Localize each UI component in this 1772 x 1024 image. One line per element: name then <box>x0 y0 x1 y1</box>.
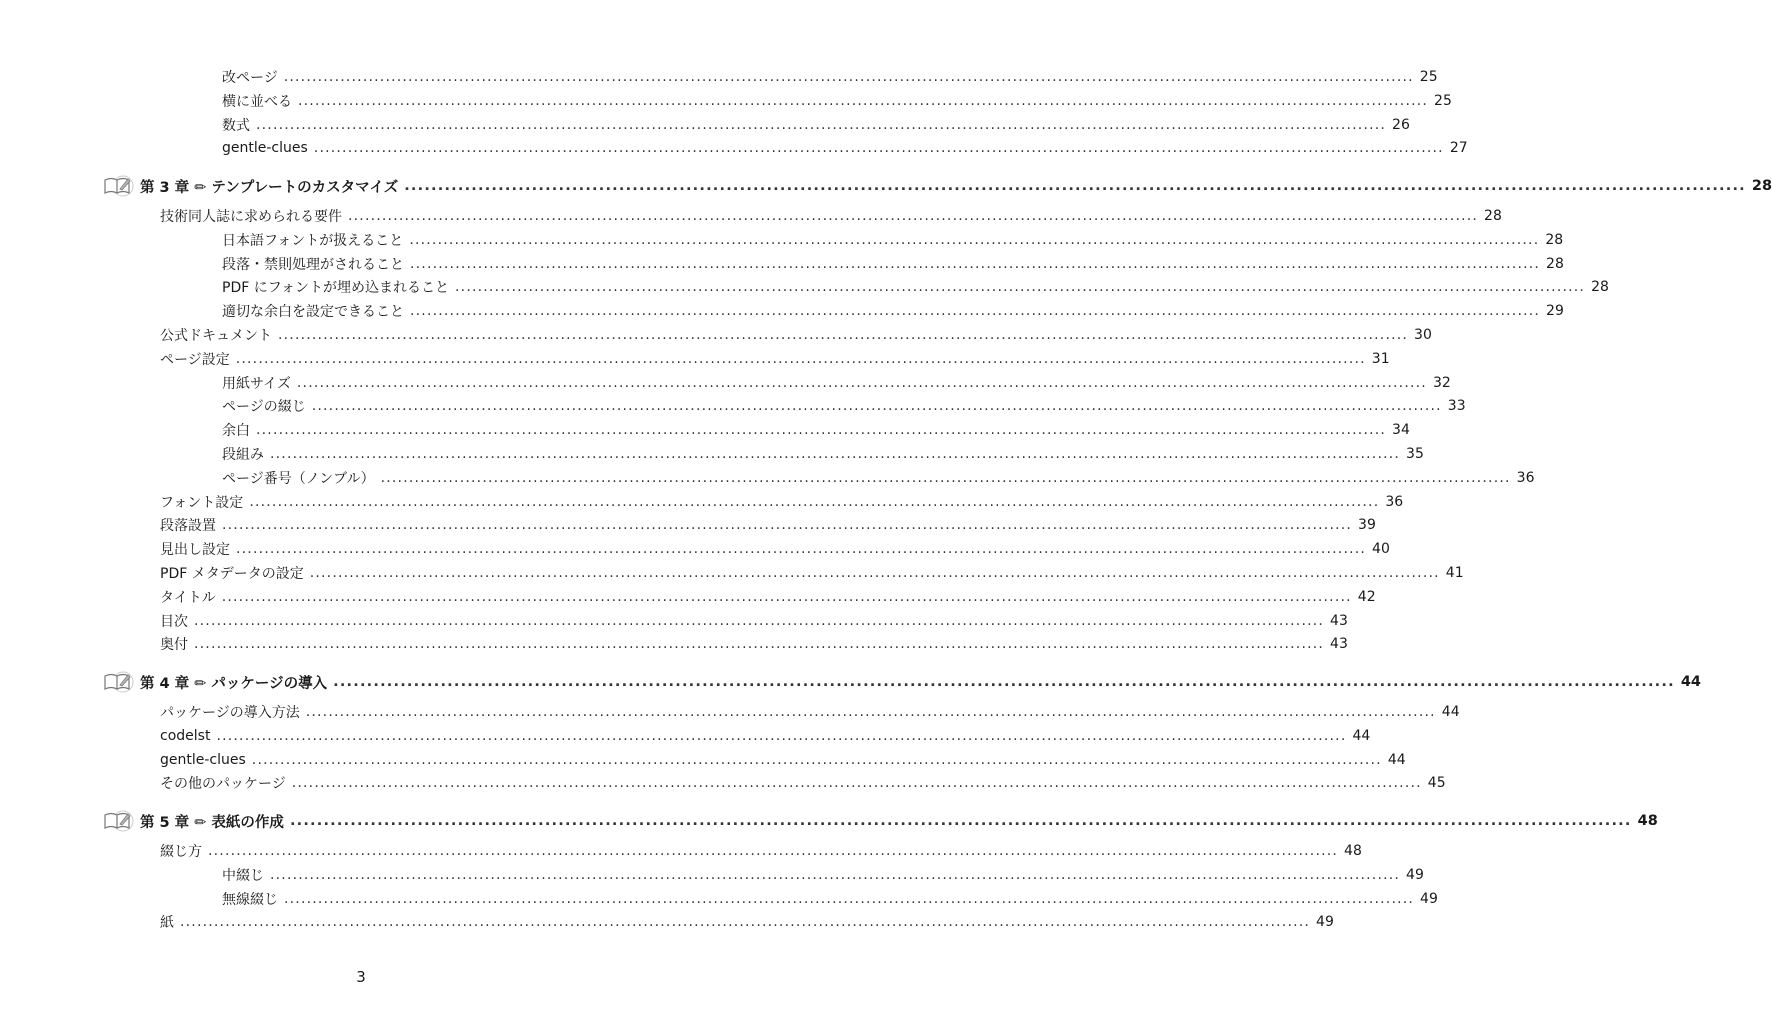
toc-entry-page: 25 <box>1419 69 1438 85</box>
dot-leader: ........................................................................................................................................................................................................ <box>278 327 1409 343</box>
toc-entry-page: 39 <box>1358 517 1376 534</box>
toc-entry-title: 奥付 <box>160 637 188 654</box>
toc-entry-title: フォント設定 <box>160 494 244 511</box>
toc-entry-page: 49 <box>1420 890 1438 907</box>
toc-entry[interactable] <box>222 253 1564 275</box>
toc-entry[interactable] <box>160 538 1390 560</box>
dot-leader: ........................................................................................................................................................................................................ <box>309 565 1440 581</box>
toc-entry-title: 段組み <box>222 447 264 463</box>
dot-leader: ........................................................................................................................................................................................................ <box>180 914 1311 931</box>
toc-entry-title: 用紙サイズ <box>222 375 291 392</box>
toc-entry-title: ページ設定 <box>160 351 230 368</box>
dot-leader: ........................................................................................................................................................................................................ <box>410 255 1541 272</box>
toc-entry-page: 41 <box>1445 565 1464 581</box>
toc-entry-title: 中綴じ <box>222 867 264 884</box>
toc-entry[interactable] <box>160 840 1362 862</box>
dot-leader: ........................................................................................................................................................................................................ <box>305 704 1436 720</box>
toc-entry-page: 28 <box>1545 231 1564 248</box>
toc-entry-page: 36 <box>1385 493 1404 510</box>
toc-entry[interactable] <box>160 749 1406 771</box>
dot-leader: ........................................................................................................................................................................................................ <box>235 350 1366 367</box>
toc-entry-title: 無線綴じ <box>222 891 278 908</box>
toc-entry[interactable] <box>160 725 1371 747</box>
toc-entry-title: 段落・禁則処理がされること <box>222 256 404 273</box>
toc-entry-title: gentle-clues <box>222 140 308 157</box>
toc-entry-page: 34 <box>1392 422 1410 439</box>
toc-entry-page: 43 <box>1330 612 1348 629</box>
toc-entry-page: 49 <box>1316 914 1334 931</box>
toc-entry-page: 44 <box>1387 751 1406 768</box>
dot-leader: ........................................................................................................................................................................................................ <box>313 140 1444 157</box>
dot-leader: ........................................................................................................................................................................................................ <box>194 612 1325 629</box>
toc-entry[interactable] <box>222 114 1410 136</box>
toc-entry[interactable] <box>160 586 1376 608</box>
toc-entry-page: 44 <box>1680 674 1701 691</box>
toc-entry-title: 第 5 章 ✏ 表紙の作成 <box>140 814 284 831</box>
dot-leader: ........................................................................................................................................................................................................ <box>404 178 1746 195</box>
toc-entry[interactable] <box>222 229 1564 251</box>
dot-leader: ........................................................................................................................................................................................................ <box>380 469 1511 486</box>
toc-entry-title: ページ番号（ノンブル） <box>222 470 375 487</box>
toc-entry-title: ページの綴じ <box>222 399 306 416</box>
toc-entry-page: 30 <box>1414 327 1432 343</box>
toc-entry-title: 改ページ <box>222 70 278 86</box>
toc-entry[interactable] <box>222 467 1535 489</box>
toc-entry-title: PDF メタデータの設定 <box>160 566 304 582</box>
toc-entry-title: 余白 <box>222 423 250 440</box>
dot-leader: ........................................................................................................................................................................................................ <box>251 751 1382 768</box>
dot-leader: ........................................................................................................................................................................................................ <box>410 303 1541 320</box>
toc-entry-title: 横に並べる <box>222 93 292 110</box>
dot-leader: ........................................................................................................................................................................................................ <box>194 636 1325 653</box>
toc-entry[interactable] <box>160 772 1446 794</box>
open-book-pencil-icon <box>103 175 133 197</box>
toc-entry-page: 32 <box>1432 374 1451 391</box>
dot-leader: ........................................................................................................................................................................................................ <box>208 843 1339 859</box>
toc-entry[interactable] <box>222 137 1468 159</box>
open-book-pencil-icon <box>103 810 133 832</box>
toc-entry[interactable] <box>160 911 1334 933</box>
dot-leader: ........................................................................................................................................................................................................ <box>291 775 1422 792</box>
toc-entry[interactable] <box>160 633 1348 655</box>
toc-entry-page: 33 <box>1447 398 1466 415</box>
dot-leader: ........................................................................................................................................................................................................ <box>270 446 1401 462</box>
dot-leader: ........................................................................................................................................................................................................ <box>298 92 1429 109</box>
dot-leader: ........................................................................................................................................................................................................ <box>296 374 1427 391</box>
toc-entry-page: 42 <box>1357 588 1376 605</box>
toc-entry-page: 43 <box>1330 636 1348 653</box>
toc-entry-page: 44 <box>1352 727 1371 744</box>
toc-entry-page: 27 <box>1449 140 1468 157</box>
toc-entry-page: 28 <box>1751 178 1772 195</box>
dot-leader: ........................................................................................................................................................................................................ <box>409 231 1540 248</box>
toc-entry[interactable] <box>222 300 1564 322</box>
dot-leader: ........................................................................................................................................................................................................ <box>270 866 1401 883</box>
toc-entry[interactable] <box>222 443 1424 465</box>
toc-entry[interactable] <box>160 701 1460 723</box>
dot-leader: ........................................................................................................................................................................................................ <box>289 813 1632 830</box>
toc-entry-title: 第 4 章 ✏ パッケージの導入 <box>140 675 328 692</box>
toc-entry-page: 40 <box>1372 541 1390 558</box>
toc-entry[interactable] <box>222 372 1451 394</box>
toc-entry[interactable] <box>160 491 1404 513</box>
toc-entry-page: 29 <box>1546 303 1564 320</box>
toc-entry-page: 44 <box>1441 704 1460 720</box>
toc-entry-title: 見出し設定 <box>160 542 230 559</box>
toc-entry-page: 25 <box>1434 92 1452 109</box>
toc-entry-title: タイトル <box>160 589 216 606</box>
toc-entry-title: 技術同人誌に求められる要件 <box>160 209 342 225</box>
dot-leader: ........................................................................................................................................................................................................ <box>348 208 1479 224</box>
toc-entry-page: 49 <box>1406 866 1424 883</box>
toc-entry-page: 35 <box>1406 446 1424 462</box>
toc-chapter-entry[interactable] <box>103 810 1658 832</box>
toc-entry[interactable] <box>222 276 1609 298</box>
toc-entry-title: パッケージの導入方法 <box>160 705 300 721</box>
toc-entry-page: 28 <box>1484 208 1502 224</box>
dot-leader: ........................................................................................................................................................................................................ <box>333 674 1675 691</box>
toc-entry[interactable] <box>222 419 1410 441</box>
toc-entry-title: その他のパッケージ <box>160 776 286 793</box>
toc-entry-title: 段落設置 <box>160 518 216 535</box>
toc-entry[interactable] <box>222 90 1452 112</box>
dot-leader: ........................................................................................................................................................................................................ <box>455 279 1586 296</box>
toc-entry[interactable] <box>160 610 1348 632</box>
toc-entry-page: 28 <box>1546 255 1564 272</box>
toc-entry-page: 36 <box>1516 469 1535 486</box>
toc-entry-title: 目次 <box>160 613 188 630</box>
toc-entry-title: 紙 <box>160 915 174 932</box>
toc-entry[interactable] <box>222 66 1438 88</box>
toc-entry[interactable] <box>160 324 1432 346</box>
toc-entry-page: 48 <box>1637 813 1658 830</box>
toc-entry-title: 公式ドキュメント <box>160 328 272 344</box>
dot-leader: ........................................................................................................................................................................................................ <box>256 116 1387 133</box>
toc-entry-page: 45 <box>1427 775 1446 792</box>
toc-entry[interactable] <box>160 348 1390 370</box>
toc-entry-page: 48 <box>1344 843 1362 859</box>
toc-entry-page: 26 <box>1392 116 1410 133</box>
toc-entry[interactable] <box>222 888 1438 910</box>
dot-leader: ........................................................................................................................................................................................................ <box>221 588 1352 605</box>
open-book-pencil-icon <box>103 671 133 693</box>
dot-leader: ........................................................................................................................................................................................................ <box>311 398 1442 415</box>
dot-leader: ........................................................................................................................................................................................................ <box>236 541 1367 558</box>
toc-entry[interactable] <box>222 864 1424 886</box>
toc-entry[interactable] <box>160 205 1502 227</box>
toc-entry[interactable] <box>160 514 1376 536</box>
dot-leader: ........................................................................................................................................................................................................ <box>283 69 1414 85</box>
toc-entry[interactable] <box>160 562 1464 584</box>
toc-entry-title: PDF にフォントが埋め込まれること <box>222 280 450 297</box>
dot-leader: ........................................................................................................................................................................................................ <box>249 493 1380 510</box>
dot-leader: ........................................................................................................................................................................................................ <box>256 422 1387 439</box>
toc-chapter-entry[interactable] <box>103 175 1772 197</box>
toc-entry-title: codelst <box>160 727 211 744</box>
toc-entry-title: gentle-clues <box>160 751 246 768</box>
toc-entry[interactable] <box>222 395 1466 417</box>
toc-entry-page: 28 <box>1591 279 1609 296</box>
toc-chapter-entry[interactable] <box>103 671 1701 693</box>
toc-entry-title: 綴じ方 <box>160 844 202 860</box>
toc-entry-title: 第 3 章 ✏ テンプレートのカスタマイズ <box>140 179 399 196</box>
toc-entry-title: 数式 <box>222 117 250 134</box>
dot-leader: ........................................................................................................................................................................................................ <box>284 890 1415 907</box>
toc-entry-page: 31 <box>1371 350 1390 367</box>
dot-leader: ........................................................................................................................................................................................................ <box>216 727 1347 744</box>
dot-leader: ........................................................................................................................................................................................................ <box>222 517 1353 534</box>
toc-entry-title: 適切な余白を設定できること <box>222 304 404 321</box>
toc-entry-title: 日本語フォントが扱えること <box>222 232 404 249</box>
page-number: 3 <box>356 968 366 986</box>
